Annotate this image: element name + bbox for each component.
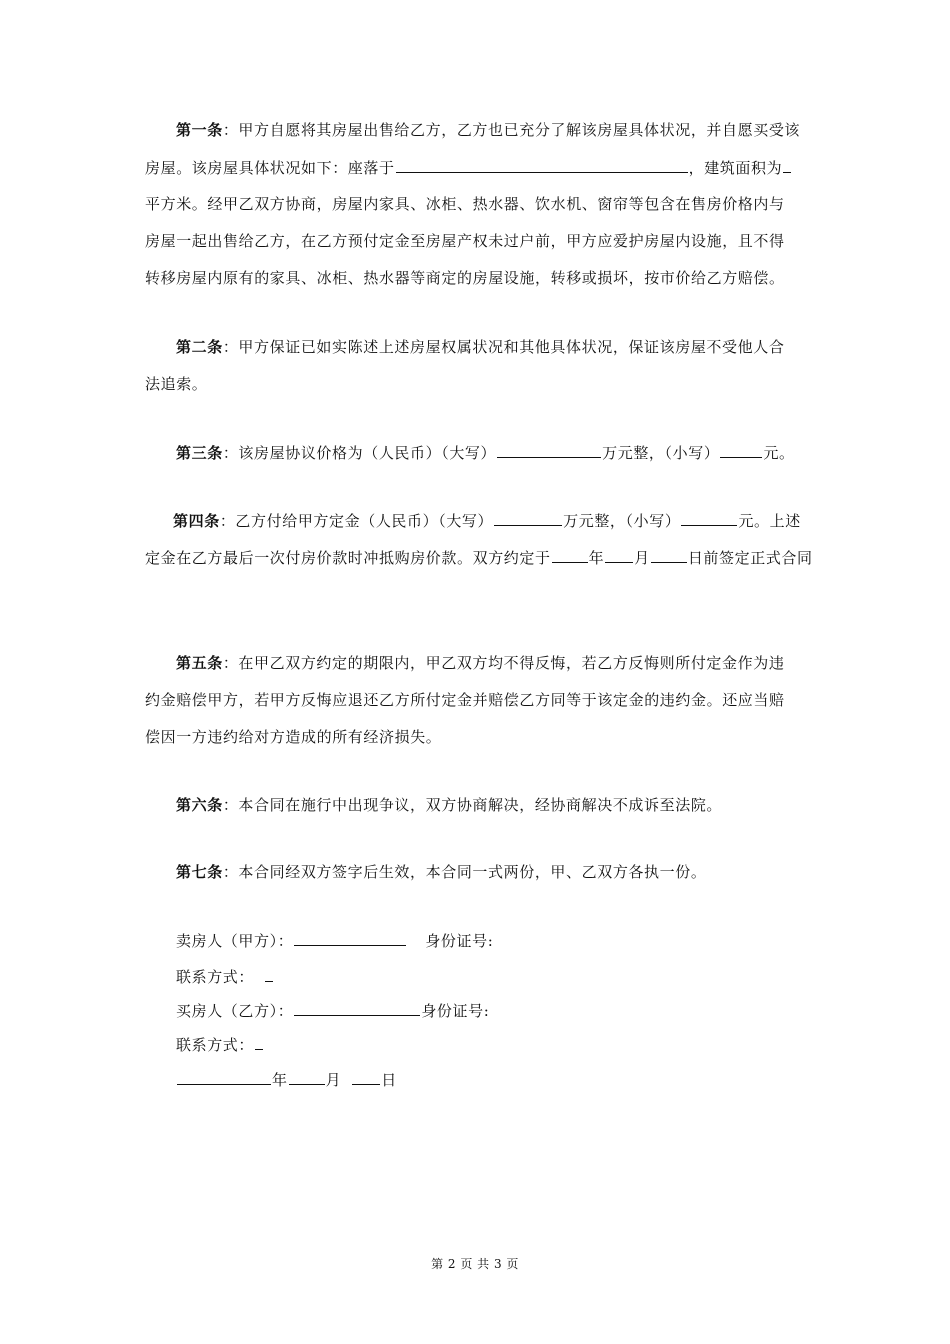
sign-month-blank <box>289 1069 325 1085</box>
page-number: 第 2 页 共 3 页 <box>431 1257 519 1271</box>
clause5-label: 第五条 <box>176 654 223 672</box>
price-lowercase-blank <box>720 442 762 458</box>
seller-contact-blank <box>265 966 273 982</box>
clause4-line2: 定金在乙方最后一次付房价款时冲抵购房价款。双方约定于 年 月 日前签定正式合同 <box>145 549 813 567</box>
clause2-label: 第二条 <box>176 338 223 356</box>
clause1-label: 第一条 <box>176 121 223 139</box>
clause1-line5: 转移房屋内原有的家具、冰柜、热水器等商定的房屋设施，转移或损坏，按市价给乙方赔偿。 <box>145 269 785 287</box>
clause5-line3: 偿因一方违约给对方造成的所有经济损失。 <box>145 728 442 746</box>
date-row: 年 月 日 <box>176 1069 397 1090</box>
contract-month-blank <box>605 547 633 563</box>
clause1-line2: 房屋。该房屋具体状况如下：座落于 ，建筑面积为 <box>145 157 810 178</box>
seller-signature-row: 卖房人（甲方）： 身份证号: <box>176 932 494 950</box>
clause6-label: 第六条 <box>176 796 223 814</box>
clause2-line1: 第二条：甲方保证已如实陈述上述房屋权属状况和其他具体状况，保证该房屋不受他人合 <box>176 338 785 356</box>
area-blank <box>783 157 791 173</box>
location-blank <box>396 157 688 173</box>
clause3-line1: 第三条：该房屋协议价格为（人民币）（大写） 万元整，（小写） 元。 <box>176 444 795 462</box>
clause3-label: 第三条 <box>176 444 223 462</box>
clause4-line1: 第四条：乙方付给甲方定金（人民币）（大写） 万元整，（小写） 元。上述 <box>173 512 801 530</box>
contract-day-blank <box>651 547 687 563</box>
seller-name-blank <box>294 930 406 946</box>
seller-contact-row: 联系方式： <box>176 966 274 987</box>
buyer-contact-blank <box>255 1034 263 1050</box>
clause6-line1: 第六条：本合同在施行中出现争议，双方协商解决，经协商解决不成诉至法院。 <box>176 796 723 814</box>
clause1-line4: 房屋一起出售给乙方，在乙方预付定金至房屋产权未过户前，甲方应爱护房屋内设施，且不得 <box>145 232 785 250</box>
clause2-line2: 法追索。 <box>145 375 208 393</box>
deposit-uppercase-blank <box>494 510 562 526</box>
clause7-line1: 第七条：本合同经双方签字后生效，本合同一式两份，甲、乙双方各执一份。 <box>176 863 707 881</box>
contract-year-blank <box>552 547 588 563</box>
buyer-contact-row: 联系方式： <box>176 1034 264 1055</box>
price-uppercase-blank <box>497 442 601 458</box>
clause1-line3: 平方米。经甲乙双方协商，房屋内家具、冰柜、热水器、饮水机、窗帘等包含在售房价格内与 <box>145 195 785 213</box>
clause4-label: 第四条 <box>173 512 220 530</box>
clause7-label: 第七条 <box>176 863 223 881</box>
clause5-line1: 第五条：在甲乙双方约定的期限内，甲乙双方均不得反悔，若乙方反悔则所付定金作为违 <box>176 654 785 672</box>
sign-year-blank <box>177 1069 271 1085</box>
clause1-line1: 第一条：甲方自愿将其房屋出售给乙方，乙方也已充分了解该房屋具体状况，并自愿买受该 <box>176 121 801 139</box>
clause5-line2: 约金赔偿甲方，若甲方反悔应退还乙方所付定金并赔偿乙方同等于该定金的违约金。还应当赔 <box>145 691 785 709</box>
buyer-signature-row: 买房人（乙方）： 身份证号: <box>176 1002 490 1020</box>
deposit-lowercase-blank <box>681 510 737 526</box>
buyer-name-blank <box>294 1000 420 1016</box>
sign-day-blank <box>352 1069 380 1085</box>
